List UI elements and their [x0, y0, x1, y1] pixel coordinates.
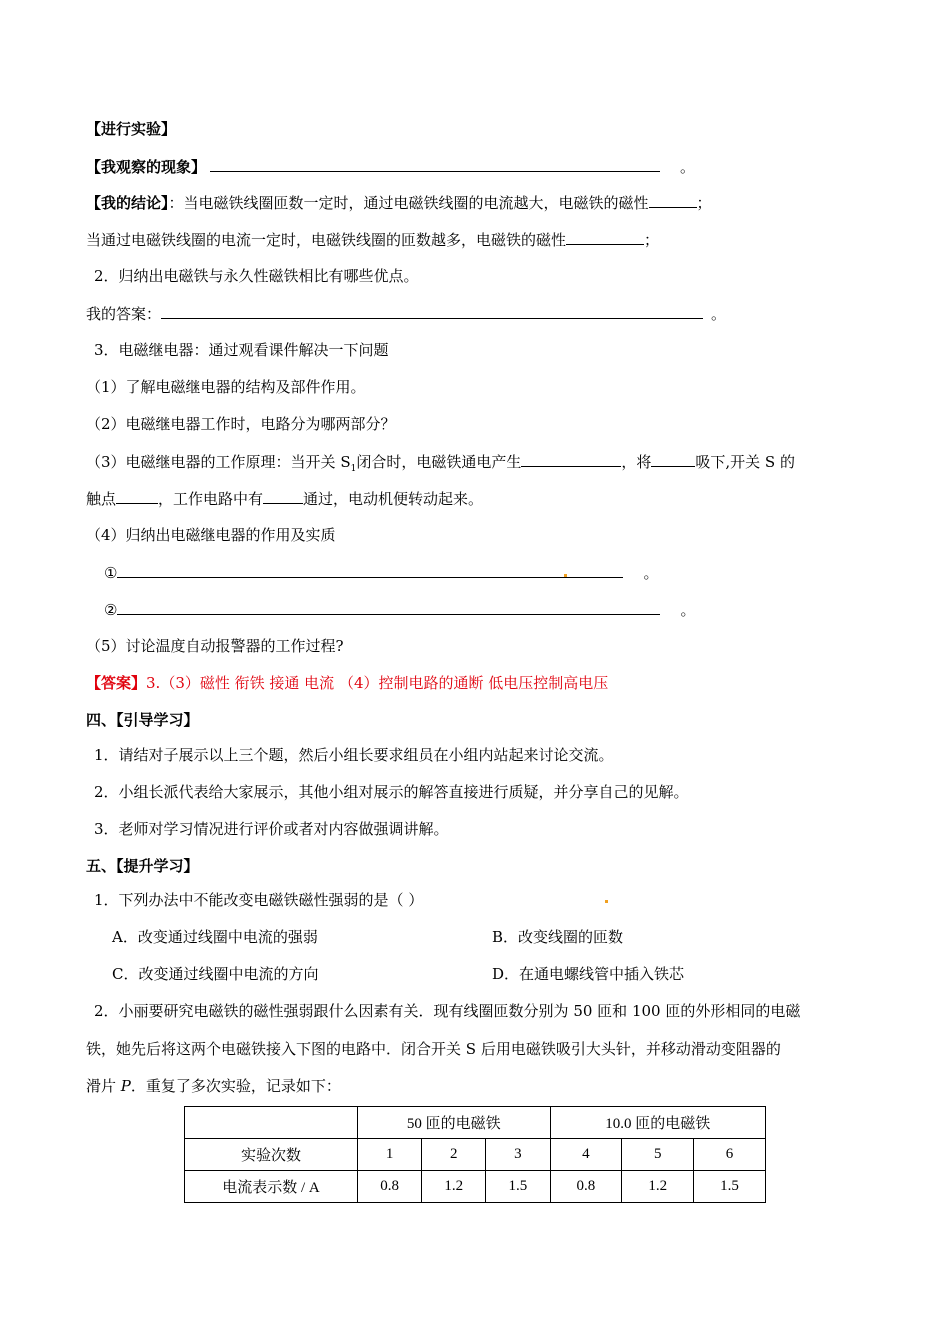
section5-q2-line-3: 滑片 P．重复了多次实验，记录如下： — [86, 1077, 341, 1095]
table-cell: 5 — [622, 1139, 694, 1171]
decorative-dot — [605, 900, 608, 903]
option-a: A．改变通过线圈中电流的强弱 — [112, 928, 318, 946]
q3-p4: （4）归纳出电磁继电器的作用及实质 — [86, 526, 336, 544]
table-cell: 1.2 — [422, 1171, 486, 1203]
experiment-heading: 【进行实验】 — [86, 120, 177, 138]
table-cell: 3 — [486, 1139, 550, 1171]
observe-label: 【我观察的现象】 — [86, 158, 207, 176]
section5-q1: 1．下列办法中不能改变电磁铁磁性强弱的是（ ） — [94, 891, 424, 909]
conclusion-blank-1[interactable] — [649, 192, 697, 208]
option-b: B．改变线圈的匝数 — [492, 928, 624, 946]
q2-answer-line: 我的答案： 。 — [86, 305, 727, 323]
table-group-a: 50 匝的电磁铁 — [358, 1107, 551, 1139]
q3-blank-4[interactable] — [263, 488, 303, 504]
observe-line: 【我观察的现象】 。 — [86, 158, 696, 176]
q3-blank-2[interactable] — [651, 451, 695, 467]
table-cell: 1.2 — [622, 1171, 694, 1203]
table-cell: 1.5 — [694, 1171, 766, 1203]
q3-blank-1[interactable] — [521, 451, 621, 467]
table-cell: 0.8 — [550, 1171, 622, 1203]
q3-p4-blank-1[interactable] — [117, 562, 623, 578]
table-row-label: 实验次数 — [185, 1139, 358, 1171]
q3-title: 3．电磁继电器：通过观看课件解决一下问题 — [94, 341, 389, 359]
q3-p4-blank-2[interactable] — [117, 599, 660, 615]
q3-p2: （2）电磁继电器工作时，电路分为哪两部分？ — [86, 415, 396, 433]
q3-p4-1: ① 。 — [104, 564, 659, 582]
q2-answer-blank[interactable] — [161, 303, 703, 319]
section4-item-1: 1．请结对子展示以上三个题，然后小组长要求组员在小组内站起来讨论交流。 — [94, 746, 614, 764]
conclusion-line-1: 【我的结论】：当电磁铁线圈匝数一定时，通过电磁铁线圈的电流越大，电磁铁的磁性 ； — [86, 194, 712, 212]
section4-item-3: 3．老师对学习情况进行评价或者对内容做强调讲解。 — [94, 820, 449, 838]
option-c: C．改变通过线圈中电流的方向 — [112, 965, 319, 983]
section5-q2-line-2: 铁，她先后将这两个电磁铁接入下图的电路中．闭合开关 S 后用电磁铁吸引大头针，并移动滑动变阻器的 — [86, 1040, 781, 1058]
observe-blank[interactable] — [210, 156, 660, 172]
table-row — [185, 1171, 766, 1203]
table-cell: 4 — [550, 1139, 622, 1171]
table-group-b: 10.0 匝的电磁铁 — [550, 1107, 765, 1139]
q2-text: 2．归纳出电磁铁与永久性磁铁相比有哪些优点。 — [94, 267, 419, 285]
table-cell: 1.5 — [486, 1171, 550, 1203]
table-cell: 0.8 — [358, 1171, 422, 1203]
answer-line: 【答案】3.（3）磁性 衔铁 接通 电流 （4）控制电路的通断 低电压控制高电压 — [86, 674, 609, 692]
section5-q2-line-1: 2．小丽要研究电磁铁的磁性强弱跟什么因素有关．现有线圈匝数分别为 50 匝和 100 匝的外形相同的电磁 — [94, 1002, 801, 1020]
option-d: D．在通电螺线管中插入铁芯 — [492, 965, 685, 983]
conclusion-blank-2[interactable] — [566, 229, 644, 245]
q3-p3: （3）电磁继电器的工作原理：当开关 $S_1$闭合时，电磁铁通电产生 ，将 吸下,开关 S 的 — [86, 453, 795, 474]
q3-p4-2: ② 。 — [104, 601, 696, 619]
conclusion-line-2: 当通过电磁铁线圈的电流一定时，电磁铁线圈的匝数越多，电磁铁的磁性 ； — [86, 231, 660, 249]
answer-label: 【答案】 — [86, 674, 147, 692]
q3-p5: （5）讨论温度自动报警器的工作过程? — [86, 637, 344, 655]
section4-title: 四、【引导学习】 — [86, 711, 199, 729]
table-cell: 1 — [358, 1139, 422, 1171]
table-row-label: 电流表示数 / A — [185, 1171, 358, 1203]
data-table — [184, 1106, 766, 1203]
table-cell: 2 — [422, 1139, 486, 1171]
section5-title: 五、【提升学习】 — [86, 857, 199, 875]
table-corner-cell — [185, 1107, 358, 1139]
section4-item-2: 2．小组长派代表给大家展示，其他小组对展示的解答直接进行质疑，并分享自己的见解。 — [94, 783, 689, 801]
table-cell: 6 — [694, 1139, 766, 1171]
q3-blank-3[interactable] — [116, 488, 158, 504]
conclusion-label: 【我的结论】 — [86, 194, 169, 212]
q3-p3-cont: 触点 ，工作电路中有 通过，电动机便转动起来。 — [86, 490, 484, 508]
table-header-row — [185, 1107, 766, 1139]
table-row — [185, 1139, 766, 1171]
q3-p1: （1）了解电磁继电器的结构及部件作用。 — [86, 378, 366, 396]
decorative-dot — [564, 574, 567, 577]
